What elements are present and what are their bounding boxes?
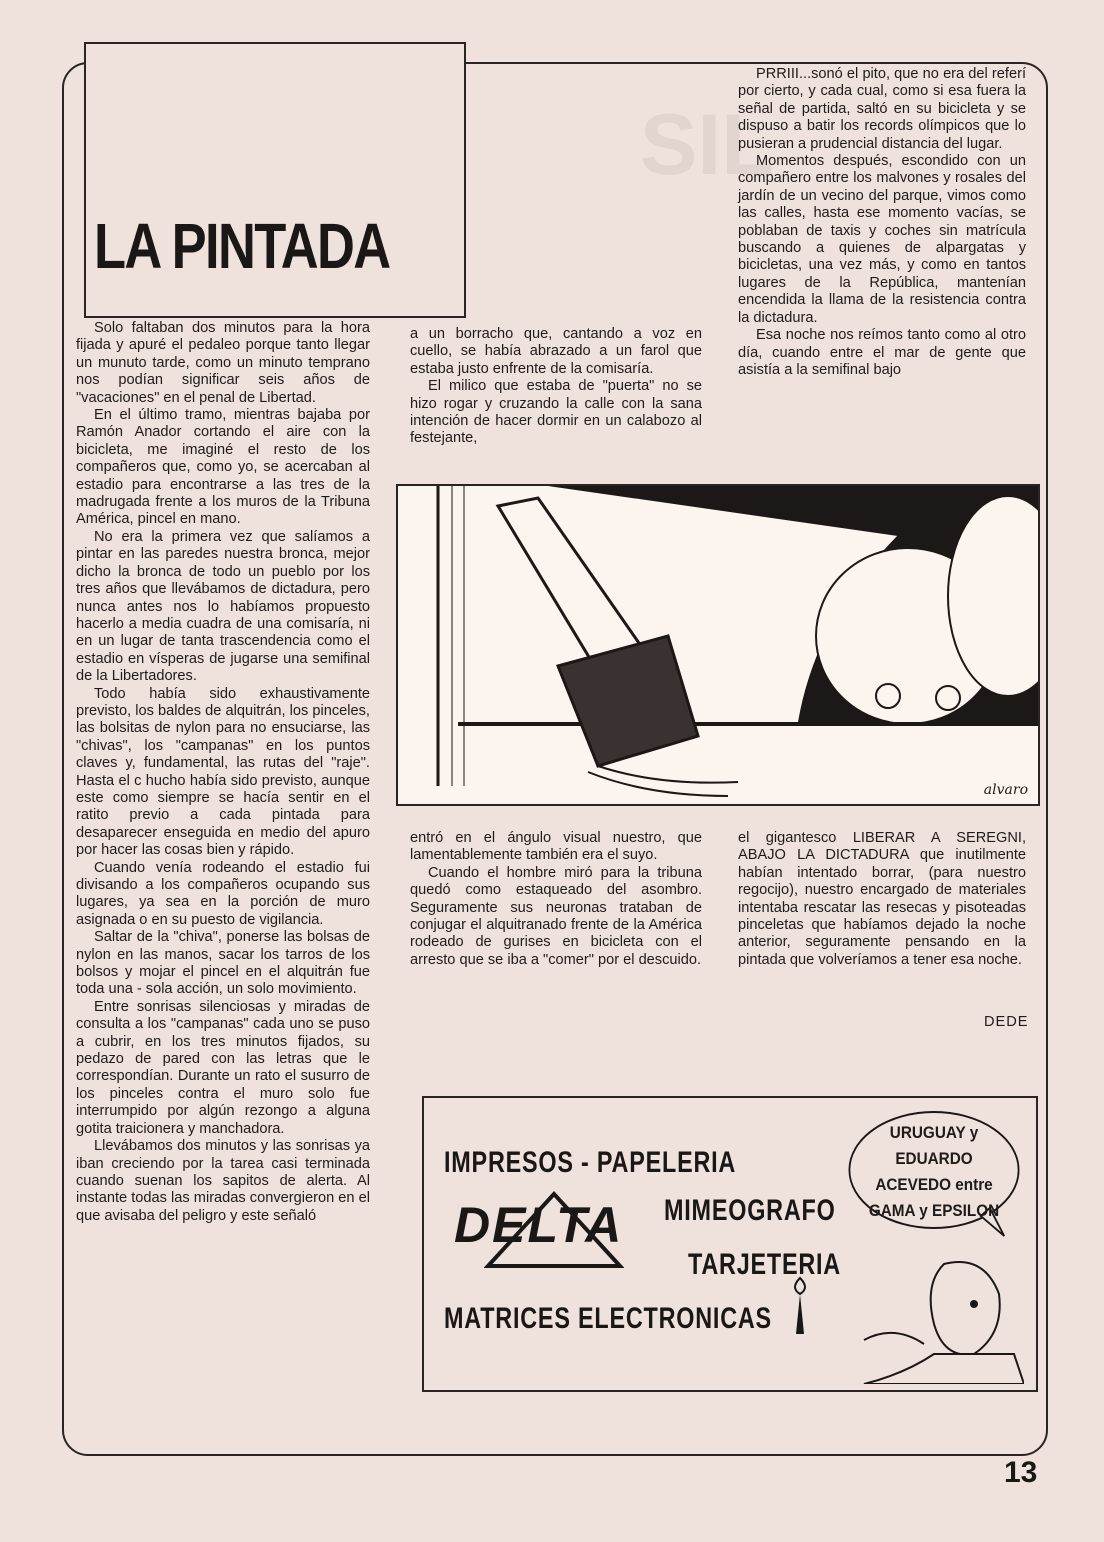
bleed-through-text: SIL bbox=[640, 97, 774, 193]
article-column-3-bottom bbox=[738, 830, 1026, 969]
paragraph: No era la primera vez que salíamos a pintar en las paredes nuestra bronca, mejor dicho la bronca de todo un pueblo por los tres años que llevábamos de dictadura, pero nunca antes nos lo habíamos propuesto hacerlo a media cuadra de una comisaría, ni en un lugar de tanta trascendencia como el estadio en vísperas de jugarse una semifinal de la Libertadores. bbox=[76, 528, 370, 685]
illustration-brush-stadium bbox=[396, 484, 1040, 806]
paragraph: a un borracho que, cantando a voz en cuello, se había abrazado a un farol que estaba justo enfrente de la comisaría. bbox=[410, 326, 702, 377]
paragraph: Solo faltaban dos minutos para la hora fijada y apuré el pedaleo porque tanto llegar un munuto tarde, como un minuto temprano nos podían significar seis años de "vacaciones" en el penal de Libertad. bbox=[76, 320, 370, 406]
ad-line-matrices: MATRICES ELECTRONICAS bbox=[444, 1302, 772, 1335]
paragraph: Saltar de la "chiva", ponerse las bolsas de nylon en las manos, sacar los tarros de los bolsos y mojar el pincel en el alquitrán fue toda una - sola acción, un solo movimiento. bbox=[76, 929, 370, 998]
paragraph: PRRIII...sonó el pito, que no era del referí por cierto, y cada cual, como si esa fuera la señal de partida, saltó en su bicicleta y se dispuso a batir los records olímpicos que lo pusieran a prudencial distancia del lugar. bbox=[738, 66, 1026, 152]
paragraph: El milico que estaba de "puerta" no se hizo rogar y cruzando la calle con la sana intención de hacer dormir en un calabozo al festejante, bbox=[410, 378, 702, 447]
ad-line-tarjeteria: TARJETERIA bbox=[688, 1248, 841, 1281]
article-column-1 bbox=[76, 320, 370, 1225]
bubble-line: GAMA y EPSILON bbox=[868, 1201, 1000, 1220]
paragraph: Cuando el hombre miró para la tribuna quedó como estaqueado del asombro. Seguramente sus neuronas trataban de conjugar el alquitranado frente de la América rodeado de gurises en bicicleta con el arresto que se iba a "comer" por el descuido. bbox=[410, 864, 702, 968]
paragraph: Momentos después, escondido con un compañero entre los malvones y rosales del jardín de un vecino del parque, vimos como las calles, hasta ese momento vacías, se poblaban de taxis y coches sin matrícula buscando a quienes de alpargatas y bicicletas, una vez más, y como en tantos lugares de la República, mantenían encendida la llama de la resistencia contra la dictadura. bbox=[738, 153, 1026, 326]
paragraph: el gigantesco LIBERAR A SEREGNI, ABAJO LA DICTADURA que inutilmente habían intentado borrar, (para nuestro regocijo), nuestro encargado de materiales intentaba rescatar las resecas y pisoteadas pinceletas que habíamos dejado la noche anterior, seguramente pensando en la pintada que volveríamos a tener esa noche. bbox=[738, 830, 1026, 968]
illustration-drawing bbox=[398, 486, 1038, 804]
paragraph: Esa noche nos reímos tanto como al otro día, cuando entre el mar de gente que asistía a la semifinal bajo bbox=[738, 327, 1026, 378]
delta-logo: DELTA bbox=[454, 1197, 624, 1253]
article-column-2-bottom bbox=[410, 830, 702, 969]
paragraph: Llevábamos dos minutos y las sonrisas ya iban creciendo por la tarea casi terminada cuando suenan los sapitos de alerta. Al instante todas las miradas convergieron en el que avisaba del peligro y este señaló bbox=[76, 1138, 370, 1224]
paragraph: Cuando venía rodeando el estadio fui divisando a los compañeros ocupando sus lugares, ya sea en la porción de muro asignada o en su puesto de vigilancia. bbox=[76, 859, 370, 928]
bubble-line: URUGUAY y bbox=[889, 1123, 979, 1142]
bubble-line: ACEVEDO entre bbox=[875, 1175, 993, 1194]
torch-icon bbox=[770, 1274, 830, 1344]
bubble-line: EDUARDO bbox=[895, 1149, 973, 1168]
paragraph: Todo había sido exhaustivamente previsto, los baldes de alquitrán, los pinceles, las bolsitas de nylon para no ensuciarse, las "chivas", los "campanas" en los puntos claves y, fundamental, las rutas del "raje". Hasta el c hucho había sido previsto, aunque este como siempre se hacía sentir en el ratito previo a cada pintada para desaparecer enseguida en medio del apuro por hacer las cosas bien y rápido. bbox=[76, 685, 370, 859]
page-number: 13 bbox=[1004, 1456, 1038, 1489]
advertisement bbox=[422, 1096, 1038, 1392]
artist-signature: alvaro bbox=[983, 782, 1028, 798]
ad-line-mimeografo: MIMEOGRAFO bbox=[664, 1194, 836, 1227]
article-column-3-top bbox=[738, 66, 1026, 379]
article-column-2-top bbox=[410, 326, 702, 448]
page-title: LA PINTADA bbox=[94, 210, 390, 282]
cartoon-man-icon bbox=[824, 1244, 1024, 1384]
paragraph: Entre sonrisas silenciosas y miradas de consulta a los "campanas" cada uno se puso a cubrir, en los tres minutos fijados, su pedazo de pared con las letras que le correspondían. Durante un rato el susurro de los pinceles contra el muro solo fue interrumpido por algún rezongo a alguna gotita traicionera y manchadora. bbox=[76, 998, 370, 1137]
paragraph: entró en el ángulo visual nuestro, que lamentablemente también era el suyo. bbox=[410, 830, 702, 864]
author-signature: DEDE bbox=[984, 1014, 1029, 1030]
ad-line-impresos: IMPRESOS - PAPELERIA bbox=[444, 1146, 737, 1179]
speech-bubble bbox=[846, 1108, 1022, 1238]
paragraph: En el último tramo, mientras bajaba por Ramón Anador cortando el aire con la bicicleta, me imaginé el resto de los compañeros que, como yo, se acercaban al estadio para encontrarse a las tres de la madrugada frente a los muros de la Tribuna América, pincel en mano. bbox=[76, 407, 370, 528]
